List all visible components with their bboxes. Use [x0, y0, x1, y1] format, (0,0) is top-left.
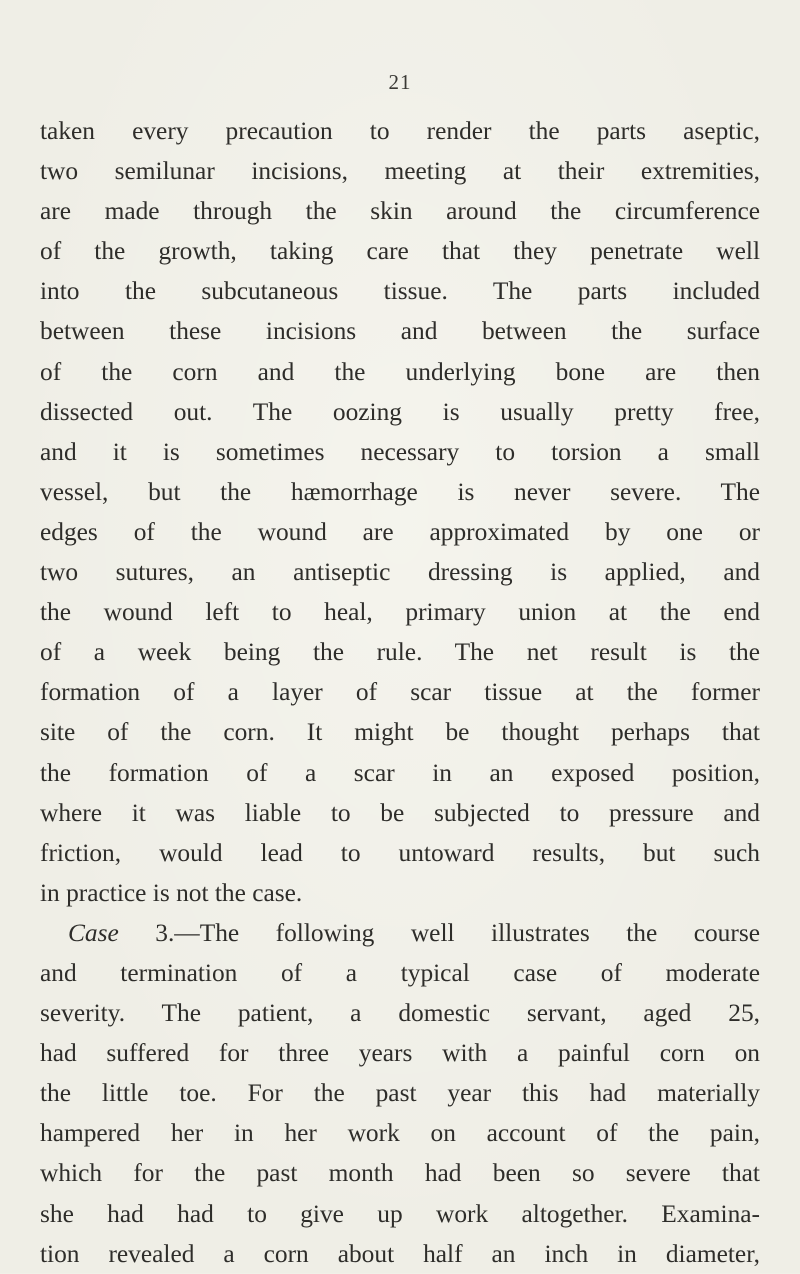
- text-line: edges of the wound are approximated by one or: [40, 517, 760, 546]
- text-line: she had had to give up work altogether. Examina-: [40, 1199, 760, 1228]
- text-line: severity. The patient, a domestic servant, aged 25,: [40, 999, 760, 1028]
- text-line: the formation of a scar in an exposed position,: [40, 758, 760, 787]
- text-line: the little toe. For the past year this had materially: [40, 1079, 760, 1108]
- page-number: 21: [388, 70, 412, 94]
- text-line: where it was liable to be subjected to pressure and: [40, 798, 760, 827]
- text-line: friction, would lead to untoward results, but such: [40, 838, 760, 867]
- case-heading-line: [40, 913, 760, 953]
- text-line: of a week being the rule. The net result is the: [40, 638, 760, 667]
- text-line: between these incisions and between the surface: [40, 317, 760, 346]
- text-line: into the subcutaneous tissue. The parts included: [40, 277, 760, 306]
- text-line: formation of a layer of scar tissue at the former: [40, 678, 760, 707]
- text-line: vessel, but the hæmorrhage is never severe. The: [40, 477, 760, 506]
- text-line: the wound left to heal, primary union at the end: [40, 598, 760, 627]
- text-line: hampered her in her work on account of the pain,: [40, 1119, 760, 1148]
- text-line: are made through the skin around the circumference: [40, 197, 760, 226]
- body-text: [40, 111, 760, 1274]
- text-line: taken every precaution to render the parts aseptic,: [40, 117, 760, 145]
- case-heading-rest: 3.—The following well illustrates the course: [118, 918, 760, 947]
- text-line: dissected out. The oozing is usually pretty free,: [40, 397, 760, 426]
- case-heading: Case: [68, 918, 119, 947]
- text-line: tion revealed a corn about half an inch in diameter,: [40, 1239, 760, 1268]
- text-line: site of the corn. It might be thought perhaps that: [40, 718, 760, 747]
- text-line: had suffered for three years with a painful corn on: [40, 1039, 760, 1068]
- text-line: of the growth, taking care that they penetrate well: [40, 237, 760, 266]
- text-line: two semilunar incisions, meeting at their extremities,: [40, 157, 760, 186]
- text-line: and termination of a typical case of moderate: [40, 958, 760, 987]
- text-line: of the corn and the underlying bone are then: [40, 357, 760, 386]
- paragraph-last-line: in practice is not the case.: [40, 878, 303, 907]
- text-line: and it is sometimes necessary to torsion a small: [40, 437, 760, 466]
- text-line: two sutures, an antiseptic dressing is applied, and: [40, 558, 760, 587]
- text-line: which for the past month had been so severe that: [40, 1159, 760, 1188]
